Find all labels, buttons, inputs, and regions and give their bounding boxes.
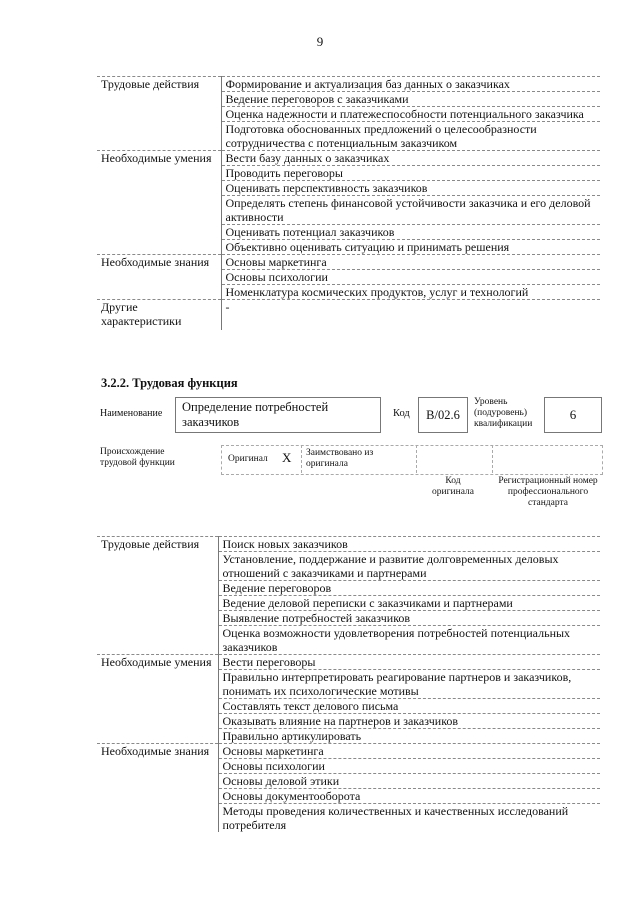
table-row-item: Номенклатура космических продуктов, услуг и технологий bbox=[221, 285, 600, 300]
table-row-item: Составлять текст делового письма bbox=[218, 699, 600, 714]
table-row-item: Ведение деловой переписки с заказчиками и партнерами bbox=[218, 596, 600, 611]
table-row-item: Оказывать влияние на партнеров и заказчиков bbox=[218, 714, 600, 729]
name-label: Наименование bbox=[100, 408, 163, 419]
table-row-item: Поиск новых заказчиков bbox=[218, 537, 600, 552]
group-label-labor-actions: Трудовые действия bbox=[97, 537, 218, 655]
origin-divider-1 bbox=[301, 445, 302, 473]
table-row-item: Выявление потребностей заказчиков bbox=[218, 611, 600, 626]
borrowed-label: Заимствовано из оригинала bbox=[306, 448, 374, 469]
origin-divider-3 bbox=[492, 445, 493, 473]
table-row-item: Вести переговоры bbox=[218, 655, 600, 670]
group-label-knowledge: Необходимые знания bbox=[97, 255, 221, 300]
reg-number-caption: Регистрационный номер профессионального стандарта bbox=[498, 476, 598, 508]
table-row-item: Основы документооборота bbox=[218, 789, 600, 804]
table-row-item: Подготовка обоснованных предложений о целесообразности сотрудничества с потенциальным заказчиком bbox=[221, 122, 600, 151]
origin-divider-2 bbox=[416, 445, 417, 473]
table-row-item: Оценка надежности и платежеспособности потенциального заказчика bbox=[221, 107, 600, 122]
table-row-item: Ведение переговоров bbox=[218, 581, 600, 596]
origin-label: Происхождение трудовой функции bbox=[100, 447, 175, 468]
code-value-box bbox=[418, 397, 468, 433]
table-row-item: Оценка возможности удовлетворения потребностей потенциальных заказчиков bbox=[218, 626, 600, 655]
table-row-item: Установление, поддержание и развитие долговременных деловых отношений с заказчиками и партнерами bbox=[218, 552, 600, 581]
group-label-other: Другие характеристики bbox=[97, 300, 221, 331]
name-value-box bbox=[175, 397, 381, 433]
code-value: B/02.6 bbox=[426, 408, 460, 422]
level-value-box bbox=[544, 397, 602, 433]
table-row-item: Оценивать перспективность заказчиков bbox=[221, 181, 600, 196]
function-name: Определение потребностей заказчиков bbox=[182, 400, 329, 429]
table-row-item: Правильно интерпретировать реагирование партнеров и заказчиков, понимать их психологические мотивы bbox=[218, 670, 600, 699]
table-row-item: Основы психологии bbox=[221, 270, 600, 285]
group-label-knowledge: Необходимые знания bbox=[97, 744, 218, 833]
level-label: Уровень (подуровень) квалификации bbox=[474, 397, 533, 429]
code-original-caption: Код оригинала bbox=[432, 476, 474, 497]
origin-row-box bbox=[221, 445, 603, 475]
table-row-item: Методы проведения количественных и качественных исследований потребителя bbox=[222, 804, 569, 832]
page-number: 9 bbox=[316, 34, 324, 49]
code-label: Код bbox=[393, 408, 410, 419]
group-label-labor-actions: Трудовые действия bbox=[97, 77, 221, 151]
table-row-item: Ведение переговоров с заказчиками bbox=[221, 92, 600, 107]
labor-function-table bbox=[97, 536, 600, 832]
table-row-item: Объективно оценивать ситуацию и принимать решения bbox=[221, 240, 600, 255]
table-row-item: Основы психологии bbox=[218, 759, 600, 774]
original-label: Оригинал bbox=[228, 454, 268, 464]
table-row-item: Формирование и актуализация баз данных о заказчиках bbox=[221, 77, 600, 92]
labor-table-continued bbox=[97, 76, 600, 330]
table-row-item: Проводить переговоры bbox=[221, 166, 600, 181]
table-row-item: Оценивать потенциал заказчиков bbox=[221, 225, 600, 240]
table-row-item: - bbox=[225, 300, 230, 314]
table-row-item: Определять степень финансовой устойчивости заказчика и его деловой активности bbox=[221, 196, 600, 225]
table-row-item: Правильно артикулировать bbox=[218, 729, 600, 744]
table-row-item: Основы деловой этики bbox=[218, 774, 600, 789]
group-label-skills: Необходимые умения bbox=[97, 655, 218, 744]
table-row-item: Вести базу данных о заказчиках bbox=[221, 151, 600, 166]
group-label-skills: Необходимые умения bbox=[97, 151, 221, 255]
table-row-item: Основы маркетинга bbox=[221, 255, 600, 270]
table-row-item: Основы маркетинга bbox=[218, 744, 600, 759]
section-heading: 3.2.2. Трудовая функция bbox=[101, 376, 238, 390]
original-mark: X bbox=[282, 450, 292, 465]
level-value: 6 bbox=[569, 407, 577, 422]
